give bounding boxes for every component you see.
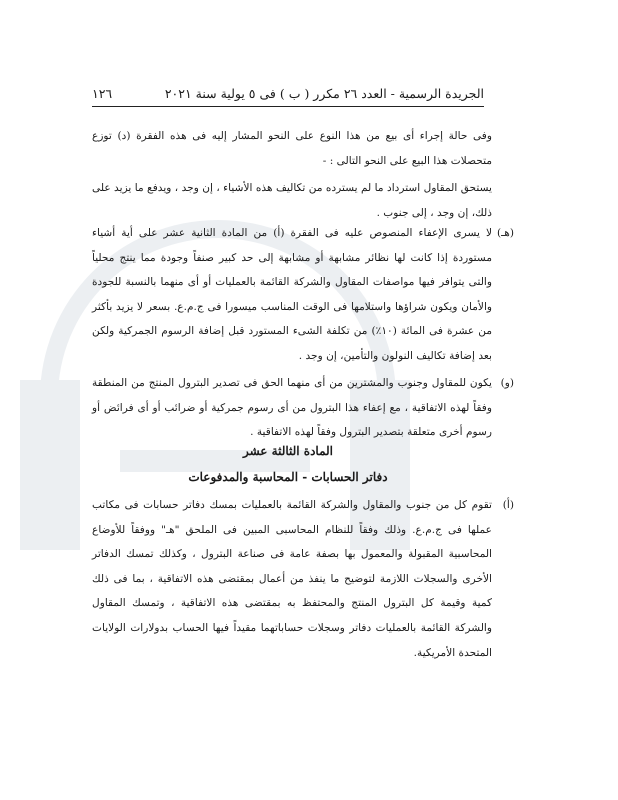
clause-w-label: (و) [500, 377, 514, 389]
article-title: المادة الثالثة عشر [242, 444, 334, 458]
header-page-number: ١٢٦ [92, 85, 113, 101]
header-rule [92, 106, 484, 107]
clause-a-label: (أ) [502, 499, 514, 511]
clause-h-text: لا يسرى الإعفاء المنصوص عليه فى الفقرة (أ) من المادة الثانية عشر على أية أشياء مستوردة إذا كانت لها نظائر مشابهة أو مشابهة إلى حد كبير صنفاً وجودة مما ينتج محلياً والتى يتوافر فيها مواصفات المقاول والشركة القائمة بالعمليات أو أى منهما بالنسبة للجودة والأمان ويكون شراؤها واستلامها فى الوقت المناسب ميسورا فى ج.م.ع. بسعر لا يزيد بأكثر من عشرة فى المائة (١٠٪) من تكلفة الشىء المستورد قبل إضافة الرسوم الجمركية ولكن بعد إضافة تكاليف النولون والتأمين، إن وجد . [92, 227, 493, 362]
article-subtitle: دفاتر الحسابات - المحاسبة والمدفوعات [188, 470, 388, 484]
clause-h [92, 221, 514, 369]
header-issue: الجريدة الرسمية - العدد ٢٦ مكرر ( ب ) فى ٥ يولية سنة ٢٠٢١ [164, 85, 484, 101]
page-header [92, 82, 484, 104]
clause-w-text: يكون للمقاول وجنوب والمشترين من أى منهما الحق فى تصدير البترول المنتج من المنطقة وفقاً لهذه الاتفاقية ، مع إعفاء هذا البترول من أى رسوم جمركية أو ضرائب أو أى فرائض أو رسوم أخرى متعلقة بتصدير البترول وفقاً لهذه الاتفاقية . [92, 377, 492, 439]
clause-a [92, 493, 514, 665]
intro-paragraph: وفى حالة إجراء أى بيع من هذا النوع على النحو المشار إليه فى هذه الفقرة (د) توزع متحصلات هذا البيع على النحو التالى : - [92, 130, 492, 167]
clause-w [92, 371, 514, 445]
distribution-paragraph: يستحق المقاول استرداد ما لم يسترده من تكاليف هذه الأشياء ، إن وجد ، ويدفع ما يزيد على ذلك، إن وجد ، إلى جنوب . [92, 182, 492, 219]
clause-h-label: (هـ) [497, 227, 514, 239]
clause-a-text: تقوم كل من جنوب والمقاول والشركة القائمة بالعمليات بمسك دفاتر حسابات فى مكاتب عملها فى ج.م.ع. وذلك وفقاً للنظام المحاسبى المبين فى الملحق "هـ" ووفقاً للأوضاع المحاسبية المقبولة والمعمول بها بصفة عامة فى صناعة البترول ، وكذلك تمسك الدفاتر الأخرى والسجلات اللازمة لتوضيح ما ينفذ من أعمال بمقتضى هذه الاتفاقية ، بما فى ذلك كمية وقيمة كل البترول المنتج والمحتفظ به بمقتضى هذه الاتفاقية ، وتمسك المقاول والشركة القائمة بالعمليات دفاتر وسجلات حساباتهما مقيداً فيها الحساب بدولارات الولايات المتحدة الأمريكية. [92, 499, 492, 659]
